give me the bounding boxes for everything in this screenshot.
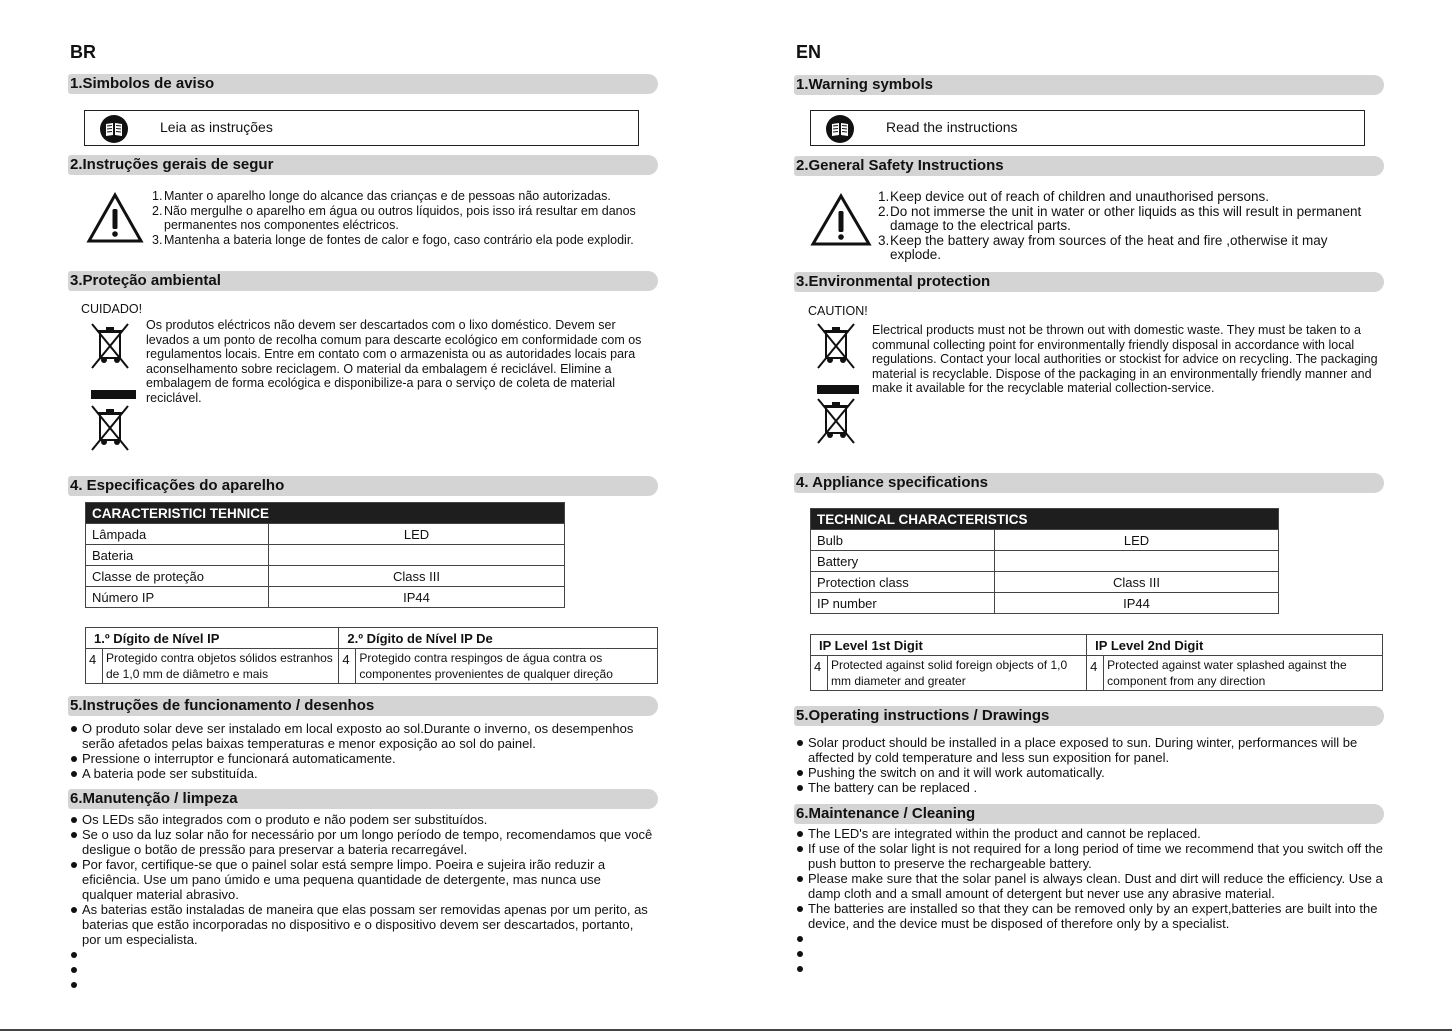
section-title-safety: 2.General Safety Instructions xyxy=(794,156,1384,176)
section-title-maintenance: 6.Maintenance / Cleaning xyxy=(794,804,1384,824)
caution-label: CUIDADO! xyxy=(81,302,143,316)
list-item: 3. Mantenha a bateria longe de fontes de calor e fogo, caso contrário ela pode explodir. xyxy=(152,232,634,247)
environment-text: Electrical products must not be thrown out with domestic waste. They must be taken to a communal collecting point for environmentally friendly disposal in accordance with local regulations. Contact your local authorities or stockist for advice on recycling. The packaging material is recyclable. Dispose of the packaging in an environmentally friendly manner and make it available for the recyclable material collection-service. xyxy=(872,323,1378,395)
read-instructions-icon xyxy=(825,114,855,149)
table-row: Número IP IP44 xyxy=(86,587,565,608)
empty-list-item xyxy=(68,947,653,962)
crossed-bin-icon xyxy=(90,322,130,381)
operating-list xyxy=(794,735,1379,795)
language-code: EN xyxy=(796,42,822,62)
maintenance-list xyxy=(68,812,653,992)
section-title-specifications: 4. Especificações do aparelho xyxy=(68,476,658,496)
section-title-specifications: 4. Appliance specifications xyxy=(794,473,1384,493)
table-row: Protection class Class III xyxy=(811,572,1279,593)
separator-bar xyxy=(91,390,136,399)
list-item: 1. Manter o aparelho longe do alcance das crianças e de pessoas não autorizadas. xyxy=(152,189,611,203)
empty-list-item xyxy=(794,961,1386,976)
table-row: Classe de proteção Class III xyxy=(86,566,565,587)
table-row: Bateria xyxy=(86,545,565,566)
table-row: Battery xyxy=(811,551,1279,572)
table-row: IP number IP44 xyxy=(811,593,1279,614)
section-title-maintenance: 6.Manutenção / limpeza xyxy=(68,789,658,809)
list-item: 1. Keep device out of reach of children and unauthorised persons. xyxy=(878,189,1270,204)
caution-label: CAUTION! xyxy=(808,304,868,318)
ip-level-table xyxy=(810,634,1383,691)
spec-table-header: CARACTERISTICI TEHNICE xyxy=(86,503,565,524)
list-item: Please make sure that the solar panel is always clean. Dust and dirt will reduce the efficiency. Use a damp cloth and a small amount of detergent but never use any abrasive material. xyxy=(794,871,1386,901)
list-item: Solar product should be installed in a place exposed to sun. During winter, performances will be affected by cold temperature and less sun exposition for panel. xyxy=(794,735,1379,765)
list-item: 2. Do not immerse the unit in water or other liquids as this will result in permanent damage to the electrical parts. xyxy=(878,203,1362,233)
list-item: The LED's are integrated within the product and cannot be replaced. xyxy=(794,826,1386,841)
list-item: As baterias estão instaladas de maneira que elas possam ser removidas apenas por um perito, as baterias que estão incorporadas no dispositivo e o dispositivo devem ser descartados, portanto, por um especialista. xyxy=(68,902,653,947)
ip-level-2nd-header: IP Level 2nd Digit xyxy=(1087,635,1383,656)
list-item: 2. Não mergulhe o aparelho em água ou outros líquidos, pois isso irá resultar em danos permanentes nos componentes eléctricos. xyxy=(152,203,636,232)
list-item: A bateria pode ser substituída. xyxy=(68,766,658,781)
list-item: Se o uso da luz solar não for necessário por um longo período de tempo, recomendamos que você desligue o botão de pressão para preservar a bateria recarregável. xyxy=(68,827,653,857)
empty-list-item xyxy=(68,962,653,977)
ip-level-2nd-header: 2.º Dígito de Nível IP De xyxy=(339,628,658,649)
list-item: Os LEDs são integrados com o produto e não podem ser substituídos. xyxy=(68,812,653,827)
warning-box xyxy=(84,110,639,146)
list-item: Por favor, certifique-se que o painel solar está sempre limpo. Poeira e sujeira irão reduzir a eficiência. Use um pano úmido e uma pequena quantidade de detergente, mas nunca use qualquer material abrasivo. xyxy=(68,857,653,902)
spec-table xyxy=(85,502,565,608)
ip-level-1st-header: IP Level 1st Digit xyxy=(811,635,1087,656)
section-title-safety: 2.Instruções gerais de segur xyxy=(68,155,658,175)
spec-table-header: TECHNICAL CHARACTERISTICS xyxy=(811,509,1279,530)
table-row: Lâmpada LED xyxy=(86,524,565,545)
empty-list-item xyxy=(794,931,1386,946)
empty-list-item xyxy=(794,946,1386,961)
crossed-bin-icon xyxy=(90,404,130,463)
list-item: Pushing the switch on and it will work automatically. xyxy=(794,765,1379,780)
warning-text: Leia as instruções xyxy=(160,119,273,135)
read-instructions-icon xyxy=(99,114,129,149)
spec-table xyxy=(810,508,1279,614)
maintenance-list xyxy=(794,826,1386,976)
list-item: 3. Keep the battery away from sources of the heat and fire ,otherwise it may explode. xyxy=(878,232,1328,262)
environment-text: Os produtos eléctricos não devem ser descartados com o lixo doméstico. Devem ser levados a um ponto de recolha comum para descarte ecológico em conformidade com os regulamentos locais. Entre em contato com o armazenista ou as autoridades locais para aconselhamento sobre reciclagem. O material da embalagem é reciclável. Elimine a embalagem de forma ecológica e disponibilize-a para o serviço de coleta de material reciclável. xyxy=(146,318,642,405)
section-title-environment: 3.Proteção ambiental xyxy=(68,271,658,291)
empty-list-item xyxy=(68,977,653,992)
ip-level-1st-header: 1.º Dígito de Nível IP xyxy=(86,628,339,649)
crossed-bin-icon xyxy=(816,322,856,381)
operating-list xyxy=(68,721,658,781)
ip-level-table xyxy=(85,627,658,684)
warning-text: Read the instructions xyxy=(886,119,1018,135)
section-title-environment: 3.Environmental protection xyxy=(794,272,1384,292)
list-item: If use of the solar light is not required for a long period of time we recommend that you switch off the push button to preserve the rechargeable battery. xyxy=(794,841,1386,871)
section-title-operating: 5.Operating instructions / Drawings xyxy=(794,706,1384,726)
warning-triangle-icon xyxy=(86,192,144,249)
safety-list xyxy=(152,189,652,247)
list-item: The battery can be replaced . xyxy=(794,780,1379,795)
list-item: Pressione o interruptor e funcionará automaticamente. xyxy=(68,751,658,766)
section-title-operating: 5.Instruções de funcionamento / desenhos xyxy=(68,696,658,716)
table-row: 4 Protected against solid foreign objects of 1,0 mm diameter and greater 4 Protected against water splashed against the component from any direction xyxy=(811,656,1383,691)
warning-triangle-icon xyxy=(810,193,872,252)
safety-list xyxy=(878,190,1378,263)
table-row: 4 Protegido contra objetos sólidos estranhos de 1,0 mm de diâmetro e mais 4 Protegido contra respingos de água contra os componentes provenientes de qualquer direção xyxy=(86,649,658,684)
table-row: Bulb LED xyxy=(811,530,1279,551)
section-title-warning-symbols: 1.Warning symbols xyxy=(794,75,1384,95)
language-code: BR xyxy=(70,42,96,62)
crossed-bin-icon xyxy=(816,397,856,456)
warning-box xyxy=(810,110,1365,146)
separator-bar xyxy=(817,385,859,394)
list-item: O produto solar deve ser instalado em local exposto ao sol.Durante o inverno, os desempenhos serão afetados pelas baixas temperaturas e menor exposição ao sol do painel. xyxy=(68,721,658,751)
section-title-warning-symbols: 1.Simbolos de aviso xyxy=(68,74,658,94)
bottom-border-line xyxy=(0,1029,1452,1031)
list-item: The batteries are installed so that they can be removed only by an expert,batteries are built into the device, and the device must be disposed of therefore only by a specialist. xyxy=(794,901,1386,931)
